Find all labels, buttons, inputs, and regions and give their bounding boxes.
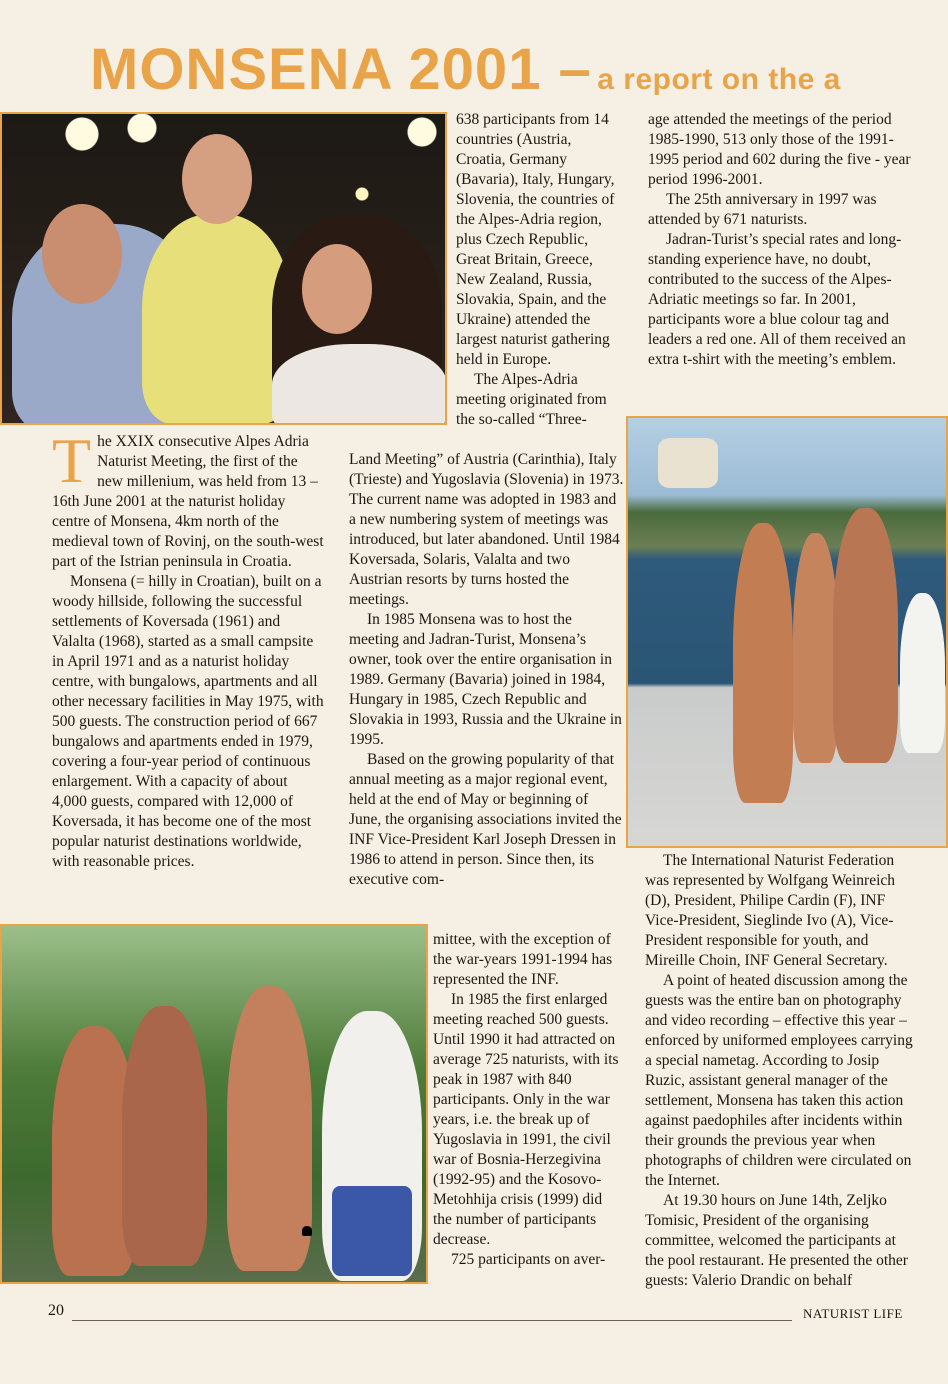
paragraph: In 1985 the first enlarged meeting reached 500 guests. Until 1990 it had attracted on average 725 naturists, with its peak in 1987 with 840 participants. Only in the war years, i.e. the break up of Yugoslavia in 1991, the civil war of Bosnia-Herzegivina (1992-95) and the Kosovo-Metohhija crisis (1999) did the number of participants decrease.	[433, 991, 619, 1248]
face-woman-right	[302, 244, 372, 334]
paragraph: 638 participants from 14 countries (Austria, Croatia, Germany (Bavaria), Italy, Hungary, Slovenia, the countries of the Alpes-Adria region, plus Czech Republic, Great Britain, Greece, New Zealand, Russia, Slovakia, Spain, and the Ukraine) attended the largest naturist gathering held in Europe.	[456, 111, 615, 368]
page-number: 20	[48, 1302, 64, 1319]
houses-on-shore	[658, 438, 718, 488]
paragraph: Jadran-Turist’s special rates and long-standing experience have, no doubt, contributed to the success of the Alpes-Adriatic meetings so far. In 2001, participants wore a blue colour tag and leaders a red one. All of them received an extra t-shirt with the meeting’s emblem.	[648, 231, 906, 368]
drop-cap: T	[52, 425, 92, 496]
photo-garden-interview	[0, 924, 428, 1284]
paragraph: age attended the meetings of the period 1985-1990, 513 only those of the 1991-1995 period and 602 during the five - year period 1996-2001.	[648, 111, 911, 188]
column-1	[52, 425, 324, 872]
figure-man-hat	[227, 986, 312, 1271]
figure-woman-shirt	[272, 344, 447, 425]
magazine-name: NATURIST LIFE	[803, 1306, 903, 1321]
paragraph: The 25th anniversary in 1997 was attended by 671 naturists.	[648, 191, 877, 228]
figure-child	[900, 593, 945, 753]
intro-paragraph	[52, 425, 324, 572]
figure-man-cap	[733, 523, 793, 803]
paragraph: mittee, with the exception of the war-years 1991-1994 has represented the INF.	[433, 931, 613, 988]
paragraph: The International Naturist Federation was represented by Wolfgang Weinreich (D), President, Philipe Cardin (F), INF Vice-President, Sieglinde Ivo (A), Vice-President responsible for youth, and Mireille Choin, INF General Secretary.	[645, 852, 896, 969]
paragraph: Based on the growing popularity of that annual meeting as a major regional event, held at the end of May or beginning of June, the organising associations invited the INF Vice-President Karl Joseph Dressen in 1986 to attend in person. Since then, its executive com-	[349, 751, 622, 888]
paragraph: 725 participants on aver-	[451, 1251, 606, 1268]
figure-man-center	[142, 214, 292, 424]
face-man-left	[42, 204, 122, 304]
photo-three-guests-evening	[0, 112, 447, 425]
paragraph: Monsena (= hilly in Croatian), built on a woody hillside, following the successful settlements of Koversada (1961) and Valalta (1968), started as a small campsite in April 1971 and as a naturist holiday centre, with bungalows, apartments and all other necessary facilities in May 1975, with 500 guests. The construction period of 667 bungalows and apartments ended in 1979, covering a four-year period of continuous enlargement. With a capacity of about 4,000 guests, compared with 12,000 of Koversada, it has become one of the most popular naturist destinations worldwide, with reasonable prices.	[52, 573, 324, 870]
article-title	[90, 36, 841, 103]
figure-man-tall	[833, 508, 898, 763]
figure-man-beard	[122, 1006, 207, 1266]
column-3-bottom	[645, 851, 917, 1291]
paragraph: Land Meeting” of Austria (Carinthia), Italy (Trieste) and Yugoslavia (Slovenia) in 1973. The current name was adopted in 1983 and a new numbering system of meetings was introduced, but later abandoned. Until 1984 Koversada, Solaris, Valalta and two Austrian resorts by turns hosted the meetings.	[349, 451, 624, 608]
paragraph: The Alpes-Adria meeting originated from the so-called “Three-	[456, 371, 607, 428]
title-main: MONSENA 2001 –	[90, 37, 592, 102]
title-subtitle: a report on the a	[597, 63, 841, 96]
column-2-top	[456, 110, 624, 430]
column-3-top	[648, 110, 918, 370]
footer-rule	[72, 1320, 792, 1321]
figure-woman	[793, 533, 838, 763]
intro-text: he XXIX consecutive Alpes Adria Naturist Meeting, the first of the new millenium, was held from 13 – 16th June 2001 at the naturist holiday centre of Monsena, 4km north of the medieval town of Rovinj, on the south-west part of the Istrian peninsula in Croatia.	[52, 433, 324, 570]
interviewer-shorts	[332, 1186, 412, 1276]
column-2-middle	[349, 450, 624, 890]
column-2-bottom	[433, 930, 623, 1270]
paragraph: A point of heated discussion among the guests was the entire ban on photography and video recording – effective this year – enforced by uniformed employees carrying a special nametag. According to Josip Ruzic, assistant general manager of the settlement, Monsena has taken this action against paedophiles after incidents within their grounds the previous year when photographs of children were circulated on the Internet.	[645, 972, 913, 1189]
camera	[302, 1226, 312, 1236]
paragraph: At 19.30 hours on June 14th, Zeljko Tomisic, President of the organising committee, welcomed the participants at the pool restaurant. He presented the other guests: Valerio Drandic on behalf	[645, 1192, 908, 1289]
paragraph: In 1985 Monsena was to host the meeting and Jadran-Turist, Monsena’s owner, took over the entire organisation in 1989. Germany (Bavaria) joined in 1984, Hungary in 1985, Czech Republic and Slovakia in 1993, Russia and the Ukraine in 1995.	[349, 611, 622, 748]
face-man-center	[182, 134, 252, 224]
photo-group-on-pier	[626, 416, 948, 848]
